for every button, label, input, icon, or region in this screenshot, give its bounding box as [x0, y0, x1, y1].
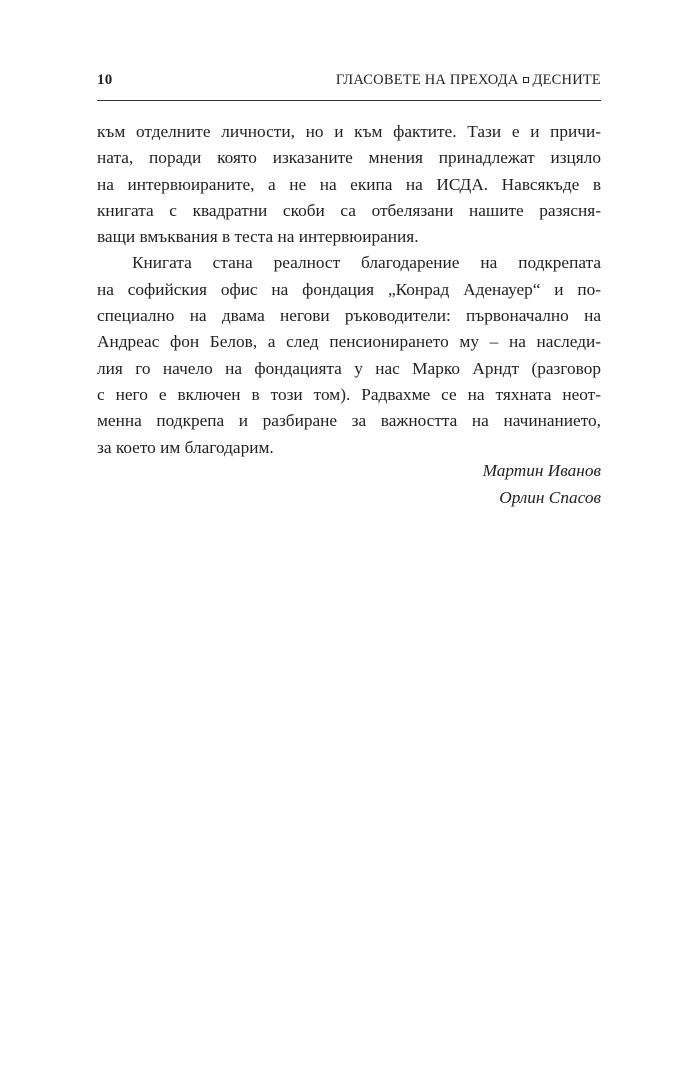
page-number: 10	[97, 72, 113, 88]
signatures	[483, 457, 601, 511]
text-line: ната, поради която изказаните мнения принадлежат изцяло	[97, 148, 601, 168]
text-line: ващи вмъквания в теста на интервюирания.	[97, 227, 419, 247]
signature-author-1: Мартин Иванов	[482, 461, 601, 480]
text-line: лия го начело на фондацията у нас Марко Арндт (разговор	[97, 358, 601, 378]
text-line: с него е включен в този том). Радвахме се на тяхната неот-	[97, 384, 601, 404]
text-line: на софийския офис на фондация „Конрад Аденауер“ и по-	[97, 279, 601, 299]
text-line: книгата с квадратни скоби са отбелязани нашите разясня-	[97, 200, 601, 220]
running-header	[97, 72, 601, 94]
text-line: менна подкрепа и разбиране за важността на начинанието,	[97, 411, 601, 431]
text-line: за което им благодарим.	[97, 437, 274, 457]
running-title-right: ДЕСНИТЕ	[532, 72, 601, 88]
text-line: към отделните личности, но и към фактите. Тази е и причи-	[97, 122, 601, 141]
paragraph-2	[97, 250, 601, 460]
text-line: специално на двама негови ръководители: първоначално на	[97, 306, 601, 326]
header-rule	[97, 100, 601, 101]
signature-author-2: Орлин Спасов	[499, 488, 601, 507]
running-title	[336, 72, 601, 89]
paragraph-1	[97, 119, 601, 250]
small-square-icon	[523, 77, 529, 83]
text-line: Андреас фон Белов, а след пенсионирането му – на наследи-	[97, 332, 601, 352]
body-text	[97, 119, 601, 461]
running-title-left: ГЛАСОВЕТЕ НА ПРЕХОДА	[335, 72, 519, 88]
text-line: на интервюираните, а не на екипа на ИСДА. Навсякъде в	[97, 174, 601, 194]
text-line: Книгата стана реалност благодарение на подкрепата	[132, 253, 601, 273]
